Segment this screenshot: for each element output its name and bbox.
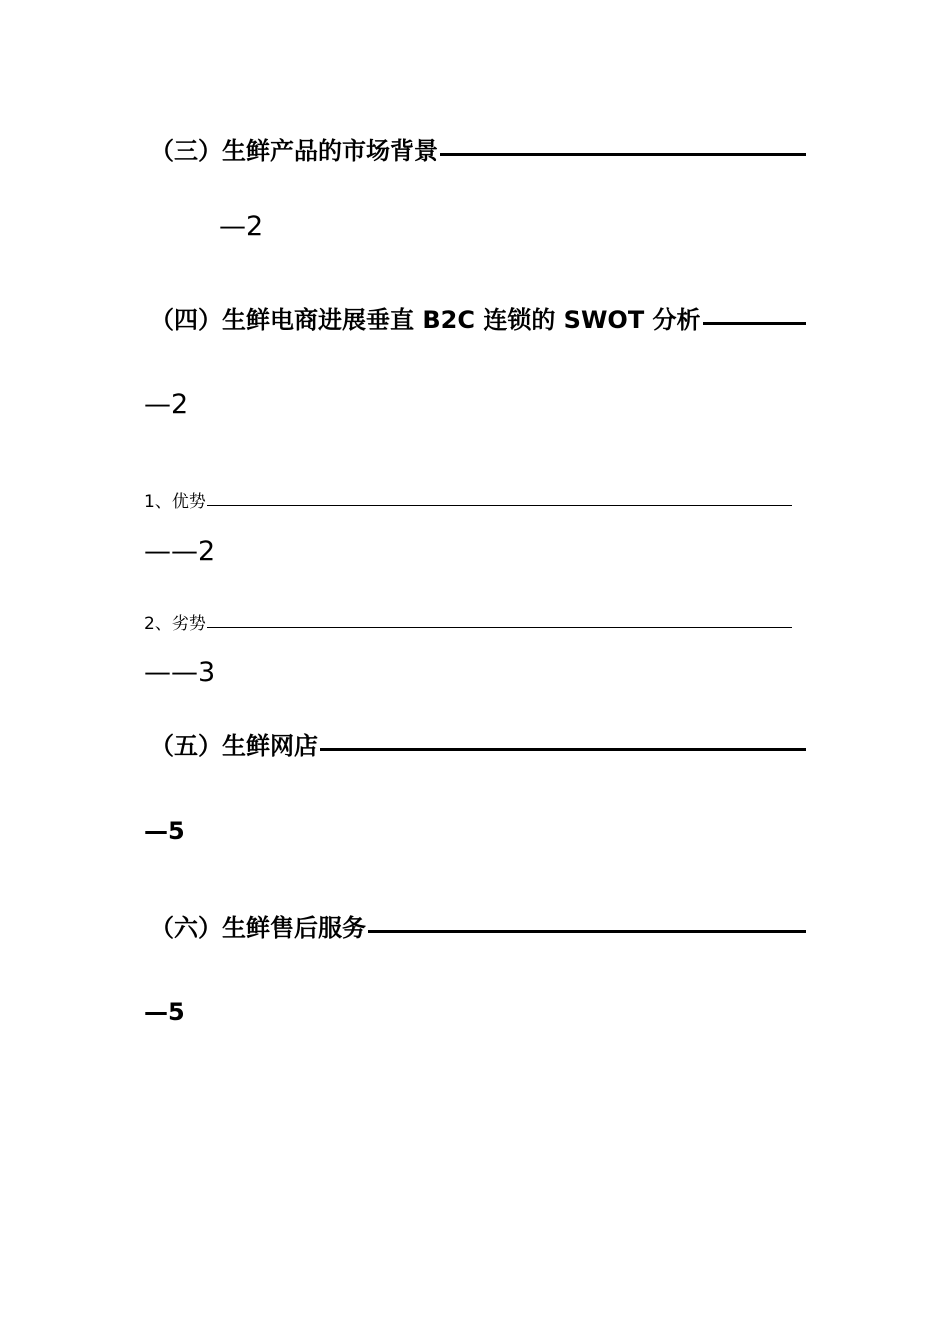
toc-entry-page-number: ——2 — [144, 536, 216, 567]
toc-entry-page-number: ——3 — [144, 657, 216, 688]
toc-entry-label: （六）生鲜售后服务 — [150, 914, 366, 942]
toc-entry-page-number: —2 — [219, 211, 264, 242]
toc-entry-strengths[interactable] — [144, 490, 792, 512]
toc-entry-page-number: —5 — [144, 817, 185, 845]
toc-entry-online-store[interactable] — [150, 731, 806, 761]
toc-entry-label: （五）生鲜网店 — [150, 732, 318, 760]
toc-entry-market-background[interactable] — [150, 136, 806, 166]
toc-entry-page-number: —2 — [144, 389, 189, 420]
toc-entry-label: 2、劣势 — [144, 614, 206, 634]
toc-leader-line — [368, 930, 806, 933]
toc-entry-label: （四）生鲜电商进展垂直 B2C 连锁的 SWOT 分析 — [150, 306, 701, 334]
toc-entry-after-sales[interactable] — [150, 913, 806, 943]
toc-leader-line — [703, 322, 806, 325]
toc-leader-line — [320, 748, 806, 751]
toc-leader-line — [207, 627, 792, 628]
toc-leader-line — [207, 505, 792, 506]
toc-entry-swot-analysis[interactable] — [150, 305, 806, 335]
toc-entry-weaknesses[interactable] — [144, 612, 792, 634]
toc-entry-label: 1、优势 — [144, 492, 206, 512]
toc-entry-label: （三）生鲜产品的市场背景 — [150, 137, 438, 165]
toc-entry-page-number: —5 — [144, 998, 185, 1026]
toc-leader-line — [440, 153, 806, 156]
